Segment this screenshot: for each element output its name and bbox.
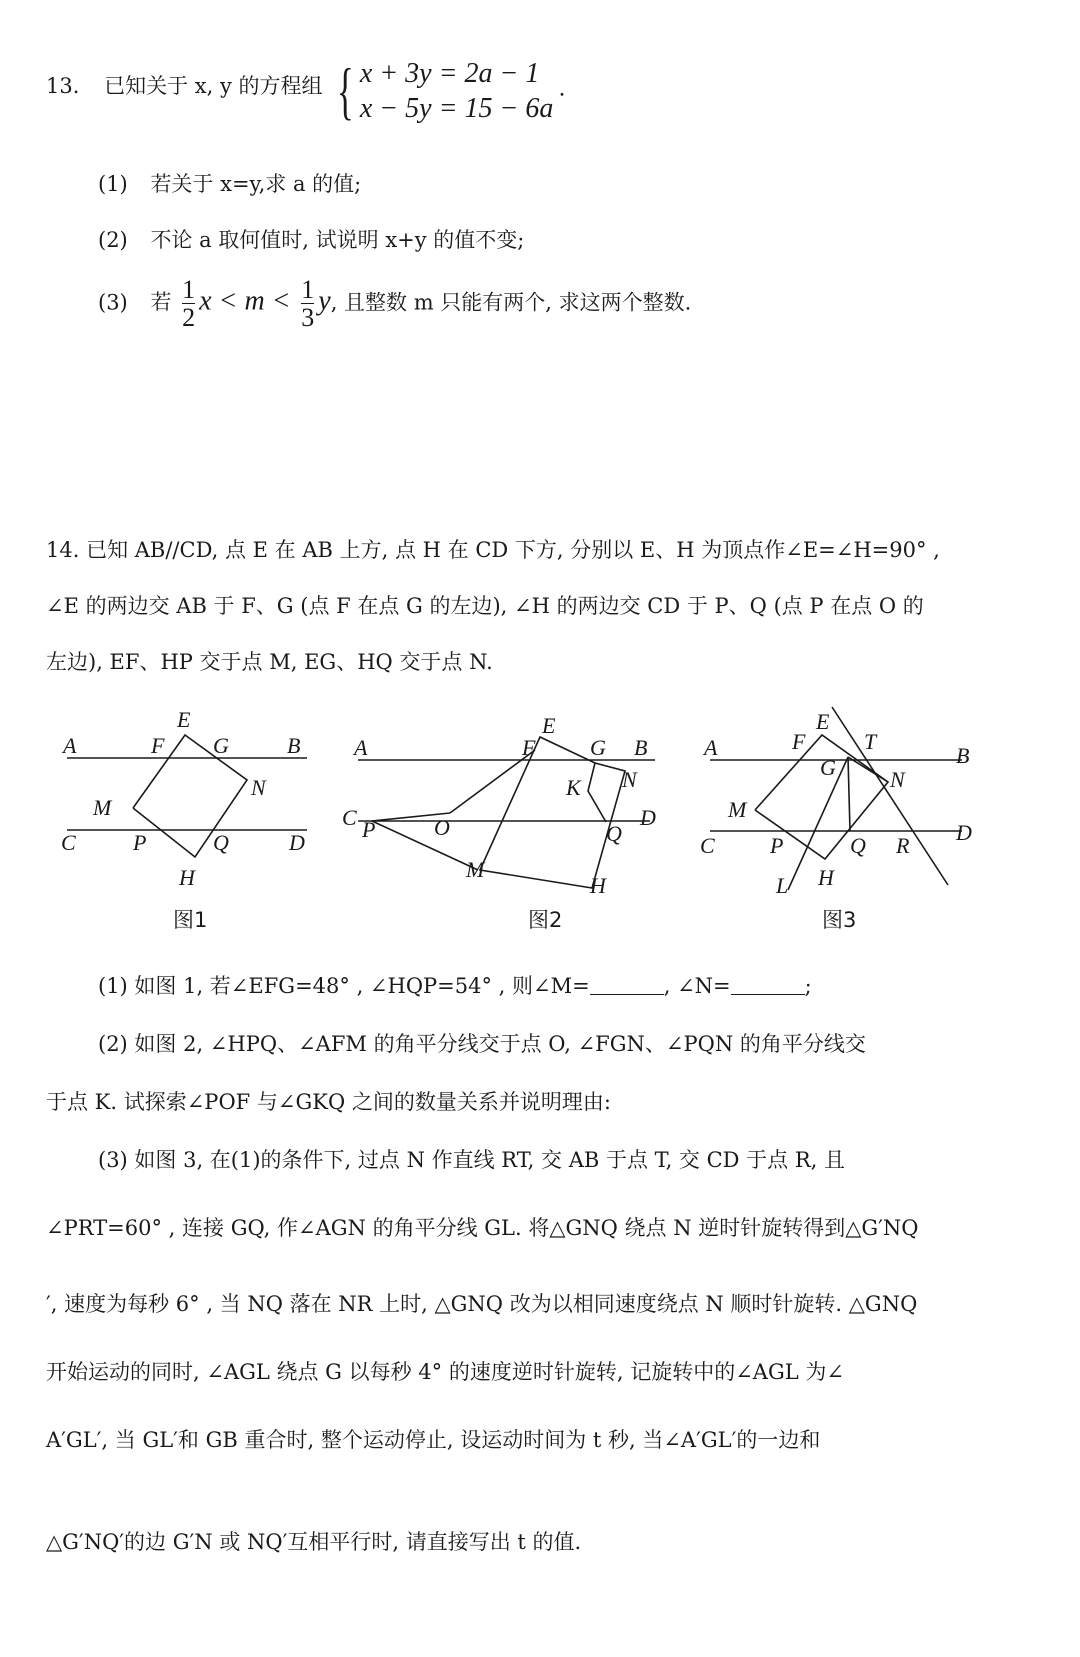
q13-frac-third: $\frac{1}{3}$ [301, 275, 315, 333]
q13-sub3-ineq: x < m < [199, 285, 291, 317]
q13-sub3-pre: 若 [150, 290, 172, 315]
fig2-label-b: B [634, 735, 648, 760]
fig2-label-a: A [354, 735, 368, 760]
fig1-caption: 图1 [173, 908, 208, 932]
q13-sub1 [98, 172, 361, 197]
fig2-label-p: P [362, 817, 376, 842]
figure-3 [700, 695, 1030, 945]
q14-sub1-mid: , ∠N= [663, 974, 731, 998]
q14-sub1 [98, 974, 812, 999]
fig1-label-p: P [133, 830, 147, 855]
fig1-label-q: Q [213, 830, 229, 855]
q13-sub3-post: , 且整数 m 只能有两个, 求这两个整数. [330, 290, 692, 315]
q14-line2: ∠E 的两边交 AB 于 F、G (点 F 在点 G 的左边), ∠H 的两边交 CD 于 P、Q (点 P 在点 O 的 [46, 594, 924, 618]
fig2-label-f: F [522, 735, 536, 760]
q14-sub3-line5: A′GL′, 当 GL′和 GB 重合时, 整个运动停止, 设运动时间为 t 秒, 当∠A′GL′的一边和 [46, 1428, 821, 1452]
fig3-label-p: P [770, 833, 784, 858]
figure-2 [340, 705, 685, 945]
fig3-label-d: D [956, 820, 972, 845]
fig2-label-e: E [542, 713, 556, 738]
q14-line3: 左边), EF、HP 交于点 M, EG、HQ 交于点 N. [46, 650, 493, 674]
q14-sub3-line6: △G′NQ′的边 G′N 或 NQ′互相平行时, 请直接写出 t 的值. [46, 1530, 582, 1554]
q13-sub1-text: 若关于 x=y,求 a 的值; [150, 172, 362, 196]
q13-sub2 [98, 228, 524, 253]
q13-sub3 [98, 276, 691, 332]
fig2-caption: 图2 [528, 908, 563, 932]
q13-frac-half: $\frac{1}{2}$ [182, 275, 196, 333]
fig3-label-m: M [728, 797, 747, 822]
fig1-label-c: C [61, 830, 76, 855]
fig1-label-e: E [177, 707, 191, 732]
q13-equation-system: { x + 3y = 2a − 1 x − 5y = 15 − 6a . [336, 55, 566, 126]
q14-sub3-line2: ∠PRT=60° , 连接 GQ, 作∠AGN 的角平分线 GL. 将△GNQ 绕点 N 逆时针旋转得到△G′NQ [46, 1216, 919, 1240]
q13-sub2-label: (2) [98, 228, 128, 252]
q13-stem-line [46, 74, 323, 99]
fig2-label-n: N [622, 767, 637, 792]
q13-sub1-label: (1) [98, 172, 128, 196]
fig2-label-d: D [640, 805, 656, 830]
fig2-label-g: G [590, 735, 606, 760]
fig1-label-f: F [151, 733, 165, 758]
fig1-label-m: M [93, 795, 112, 820]
fig3-label-h: H [818, 865, 834, 890]
q14-sub2-line2: 于点 K. 试探索∠POF 与∠GKQ 之间的数量关系并说明理由: [46, 1090, 611, 1114]
fig2-pm [372, 821, 478, 870]
fig2-label-h: H [590, 873, 606, 898]
q14-line1: 14. 已知 AB//CD, 点 E 在 AB 上方, 点 H 在 CD 下方, 分别以 E、H 为顶点作∠E=∠H=90° , [46, 538, 940, 562]
fig3-label-c: C [700, 833, 715, 858]
q14-sub2-line1: (2) 如图 2, ∠HPQ、∠AFM 的角平分线交于点 O, ∠FGN、∠PQN 的角平分线交 [98, 1032, 866, 1056]
fig3-label-g: G [820, 755, 836, 780]
fig1-label-a: A [63, 733, 77, 758]
q13-sub2-text: 不论 a 取何值时, 试说明 x+y 的值不变; [150, 228, 525, 252]
fig2-label-q: Q [606, 821, 622, 846]
fig3-label-e: E [816, 709, 830, 734]
fig3-label-a: A [704, 735, 718, 760]
q13-end: . [558, 76, 566, 102]
fig3-label-q: Q [850, 833, 866, 858]
answer-blank-n[interactable] [731, 976, 805, 995]
q13-sub3-var: y [318, 285, 331, 317]
fig3-label-n: N [890, 767, 905, 792]
fig1-label-d: D [289, 830, 305, 855]
q14-sub3-line4: 开始运动的同时, ∠AGL 绕点 G 以每秒 4° 的速度逆时针旋转, 记旋转中的∠AGL 为∠ [46, 1360, 844, 1384]
q14-sub3-line3: ′, 速度为每秒 6° , 当 NQ 落在 NR 上时, △GNQ 改为以相同速度绕点 N 顺时针旋转. △GNQ [46, 1292, 918, 1316]
q13-stem: 已知关于 x, y 的方程组 [104, 74, 323, 98]
figure-1 [55, 705, 325, 945]
fig2-label-k: K [566, 775, 581, 800]
q13-number: 13. [46, 74, 80, 98]
fig1-label-b: B [287, 733, 301, 758]
q14-sub3-line1: (3) 如图 3, 在(1)的条件下, 过点 N 作直线 RT, 交 AB 于点 T, 交 CD 于点 R, 且 [98, 1148, 846, 1172]
fig1-label-h: H [179, 865, 195, 890]
fig2-gkq [588, 763, 606, 822]
fig2-label-o: O [434, 815, 450, 840]
q13-eq1: x + 3y = 2a − 1 [359, 58, 540, 89]
fig1-label-n: N [251, 775, 266, 800]
fig3-label-f: F [792, 729, 806, 754]
fig3-label-l: L [776, 873, 789, 898]
fig1-label-g: G [213, 733, 229, 758]
q14-sub1-end: ; [804, 974, 812, 998]
fig2-label-c: C [342, 805, 357, 830]
q13-sub3-label: (3) [98, 290, 128, 315]
fig3-label-b: B [956, 743, 970, 768]
answer-blank-m[interactable] [590, 976, 664, 995]
fig2-label-m: M [466, 857, 485, 882]
fig3-gq [848, 757, 850, 831]
fig3-label-t: T [864, 729, 877, 754]
q13-eq2: x − 5y = 15 − 6a [359, 93, 554, 124]
fig3-label-r: R [896, 833, 910, 858]
q14-sub1-pre: (1) 如图 1, 若∠EFG=48° , ∠HQP=54° , 则∠M= [98, 974, 590, 998]
fig3-caption: 图3 [822, 908, 857, 932]
